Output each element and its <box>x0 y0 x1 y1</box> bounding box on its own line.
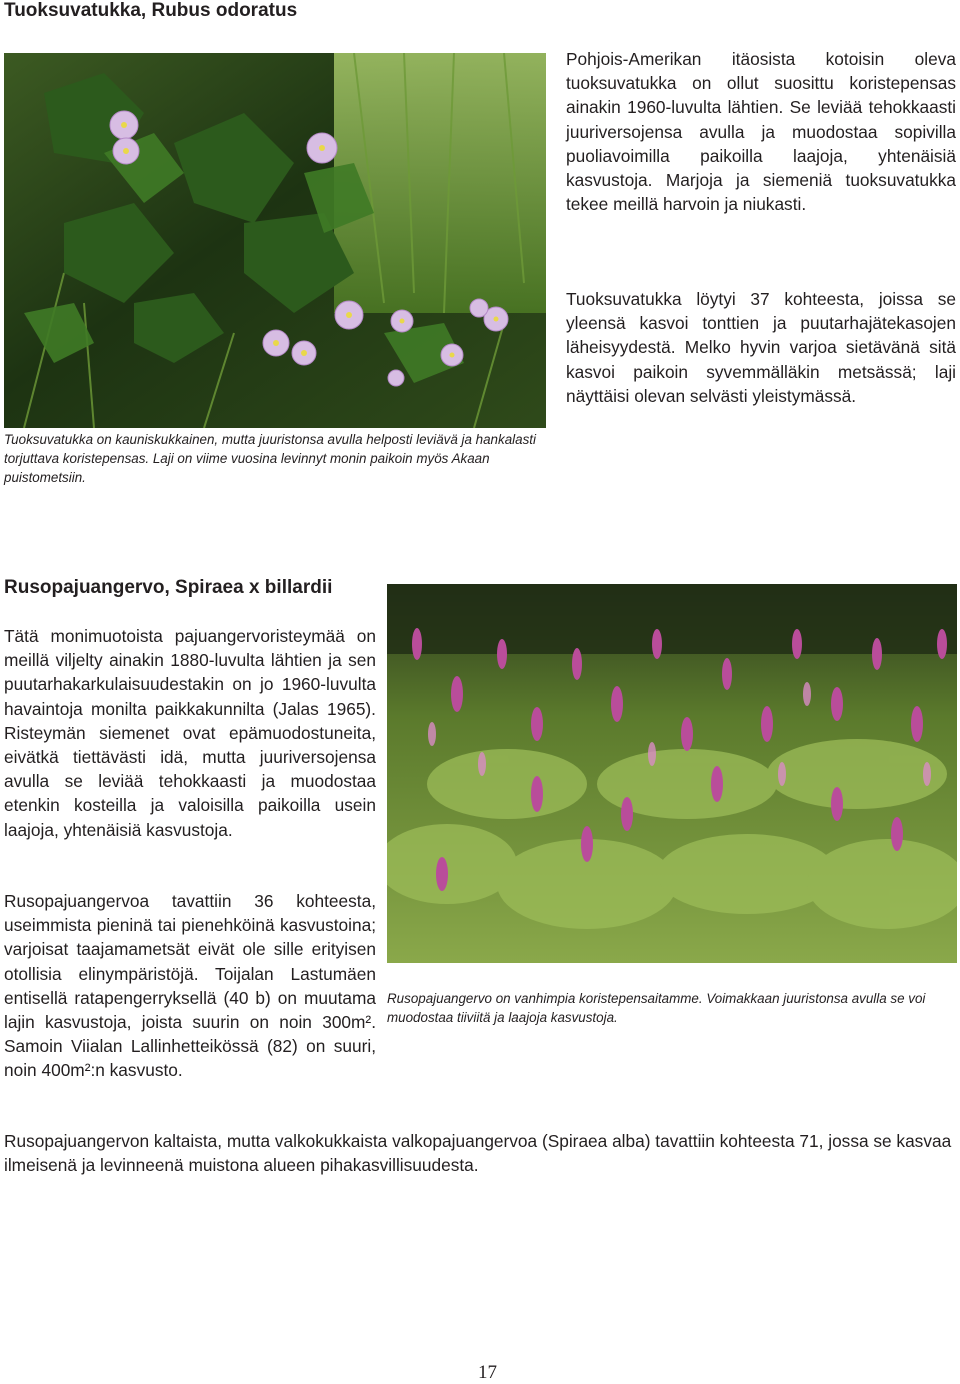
page-number: 17 <box>478 1362 497 1383</box>
spiraea-photo <box>387 584 957 963</box>
section-heading-rusopajuangervo: Rusopajuangervo, Spiraea x billardii <box>4 577 333 598</box>
section-heading-tuoksuvatukka: Tuoksuvatukka, Rubus odoratus <box>4 0 298 21</box>
raspberry-photo-graphic <box>4 53 546 428</box>
spiraea-paragraph-3: Rusopajuangervon kaltaista, mutta valkokukkaista valkopajuangervoa (Spiraea alba) tavattiin kohteesta 71, jossa se kasvaa ilmeisenä ja levinneenä muistona alueen pihakasvillisuudesta. <box>4 1131 952 1176</box>
spiraea-paragraph-2: Rusopajuangervoa tavattiin 36 kohteesta, useimmista pieninä tai pienehköinä kasvustoina; varjoisat taajamametsät eivät ole sille erityisen otollisia elinympäristöjä. Toijalan Lastumäen entisellä ratapengerryksellä (40 b) on muutama lajin kasvustoja, joista suurin on noin 300m². Samoin Viialan Lallinhetteikössä (82) on suuri, noin 400m²:n kasvusto. <box>4 891 376 1081</box>
raspberry-photo <box>4 53 546 428</box>
raspberry-paragraph-2: Tuoksuvatukka löytyi 37 kohteesta, joissa se yleensä kasvoi tonttien ja puutarhajätekasojen läheisyydestä. Melko hyvin varjoa sietävänä sitä kasvoi paikoin syvemmälläkin metsässä; laji näyttäisi olevan selvästi yleistymässä. <box>566 289 956 406</box>
raspberry-photo-caption: Tuoksuvatukka on kauniskukkainen, mutta juuristonsa avulla helposti leviävä ja hankalasti torjuttava koristepensas. Laji on viime vuosina levinnyt monin paikoin myös Akaan puistometsiin. <box>4 432 536 485</box>
raspberry-paragraph-1: Pohjois-Amerikan itäosista kotoisin oleva tuoksuvatukka on ollut suosittu koristepensas ainakin 1960-luvulta lähtien. Se leviää tehokkaasti juuriversojensa avulla ja muodostaa sopivilla puoliavoimilla paikoilla laajoja, yhtenäisiä kasvustoja. Marjoja ja siemeniä tuoksuvatukka tekee meillä harvoin ja niukasti. <box>566 49 956 215</box>
spiraea-photo-graphic <box>387 584 957 963</box>
spiraea-paragraph-1: Tätä monimuotoista pajuangervoristeymää on meillä viljelty ainakin 1880-luvulta lähtien ja sen puutarhakarkulaisuudestakin on jo 1960-luvulta havaintoja monilta paikkakunnilta (Jalas 1965). Risteymän siemenet ovat epämuodostuneita, eivätkä tiettävästi idä, mutta juuriversojensa avulla se leviää tehokkaasti ja muodostaa etenkin kosteilla ja valoisilla paikoilla usein laajoja, yhtenäisiä kasvustoja. <box>4 626 376 840</box>
spiraea-photo-caption: Rusopajuangervo on vanhimpia koristepensaitamme. Voimakkaan juuristonsa avulla se voi muodostaa tiiviitä ja laajoja kasvustoja. <box>387 991 926 1025</box>
